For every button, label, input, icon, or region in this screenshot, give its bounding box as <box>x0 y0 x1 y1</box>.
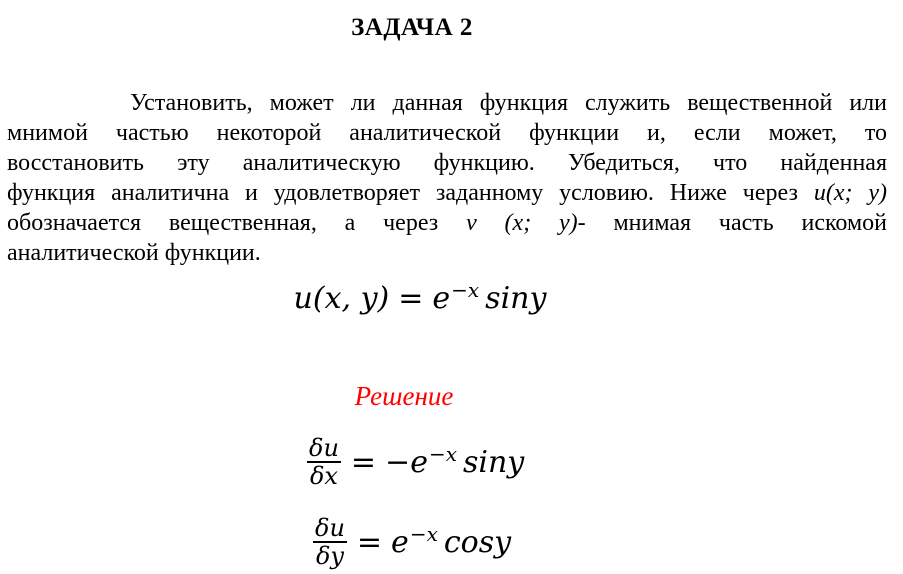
given-function-equation <box>0 278 840 316</box>
text-segment: мнимой частью некоторой аналитической функции и, если может, то <box>7 120 887 146</box>
text-segment: функция аналитична и удовлетворяет заданному условию. Ниже через <box>7 180 814 206</box>
exp-base: e <box>391 524 409 560</box>
fraction <box>312 515 348 569</box>
paragraph-line <box>7 208 887 238</box>
problem-statement <box>7 88 887 268</box>
fraction-numerator: δu <box>315 514 345 542</box>
paragraph-line <box>7 238 887 268</box>
fraction-numerator: δu <box>309 434 339 462</box>
function-term: cosy <box>443 524 512 560</box>
solution-heading: Решение <box>354 381 454 411</box>
paragraph-line <box>7 118 887 148</box>
minus-sign: − <box>385 444 411 480</box>
exponent: −x <box>409 521 438 546</box>
paragraph-line <box>7 178 887 208</box>
exp-base: e <box>432 281 451 316</box>
exp-base: e <box>410 444 428 480</box>
text-segment: Установить, может ли данная функция служить вещественной или <box>130 90 887 116</box>
equals-sign: = <box>398 281 424 316</box>
exponent: −x <box>428 441 457 466</box>
text-segment: восстановить эту аналитическую функцию. Убедиться, что найденная <box>7 150 887 176</box>
derivative-rhs <box>385 441 525 480</box>
partial-derivative-x <box>306 435 524 489</box>
text-segment: - мнимая часть искомой <box>577 210 888 236</box>
fraction-denominator: δy <box>313 541 347 569</box>
derivative-rhs <box>391 521 512 560</box>
math-variable: u(x; y) <box>813 180 888 206</box>
function-term: siny <box>485 281 547 316</box>
paragraph-line <box>7 148 887 178</box>
text-segment: обозначается вещественная, а через <box>7 210 467 236</box>
partial-derivative-y <box>312 515 511 569</box>
fraction <box>306 435 342 489</box>
equals-sign: = <box>350 444 377 480</box>
fraction-denominator: δx <box>307 461 341 489</box>
text-segment: аналитической функции. <box>7 240 261 266</box>
exponent: −x <box>451 278 480 302</box>
equals-sign: = <box>356 524 383 560</box>
paragraph-line <box>7 88 887 118</box>
problem-title: ЗАДАЧА 2 <box>351 14 473 41</box>
function-term: siny <box>463 444 525 480</box>
equation-rhs <box>432 278 547 316</box>
equation-lhs: u(x, y) <box>293 281 390 316</box>
math-variable: v (x; y) <box>466 210 578 236</box>
